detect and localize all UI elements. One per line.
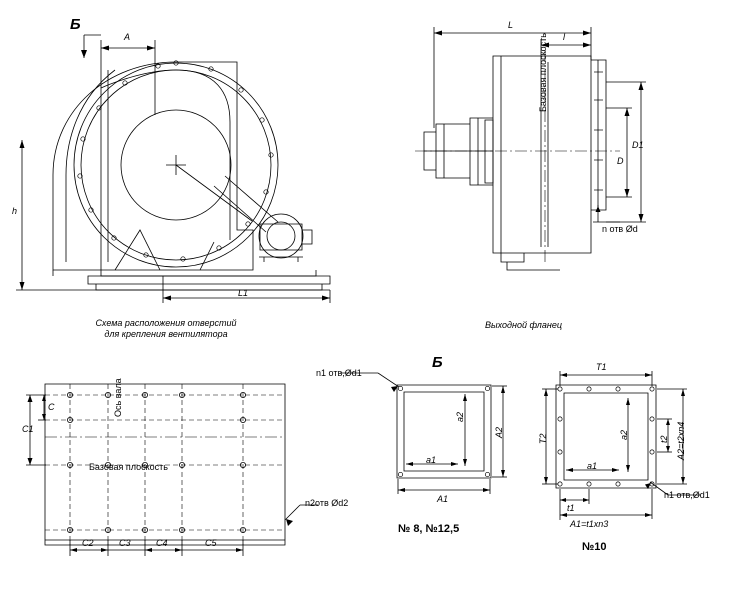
dim-a2-text-10: a2 — [619, 429, 629, 440]
dim-label-c4: C4 — [156, 538, 168, 548]
dim-label-c: C — [48, 402, 55, 412]
dim-label-t1-small: t1 — [567, 503, 575, 513]
section-mark-b-flange: Б — [432, 354, 443, 371]
dim-label-h: h — [12, 206, 18, 216]
dim-label-a2-inner-10 — [619, 429, 629, 450]
dim-label-l-small: l — [563, 32, 565, 42]
dim-t2-text: t2 — [659, 435, 669, 443]
holes-n1-label-b: n1 отв,Ød1 — [316, 368, 362, 378]
dim-label-A1-b: A1 — [437, 494, 449, 504]
formula-a2 — [676, 421, 714, 470]
dim-label-d1: D1 — [632, 140, 644, 150]
base-plane-label-plan: Базовая плоскость — [89, 462, 168, 472]
dim-label-a1-inner-b: a1 — [426, 455, 437, 465]
base-plane-text-side: Базовая плоскость — [538, 33, 548, 112]
dim-label-t2-small — [659, 435, 669, 453]
dim-a2-text-b: a2 — [455, 411, 465, 422]
dim-label-a: A — [124, 32, 131, 42]
formula-a1: A1=t1xn3 — [570, 519, 609, 529]
holes-label-side: n отв Ød — [602, 224, 638, 234]
section-mark-b-main: Б — [70, 16, 81, 33]
dim-A2-text-b: A2 — [494, 426, 504, 438]
formula-a2-text: A2=t2xn4 — [676, 421, 686, 460]
dim-label-t1: T1 — [596, 362, 607, 372]
dim-T2-text: T2 — [538, 433, 548, 444]
dim-label-c3: C3 — [119, 538, 131, 548]
dim-label-t2 — [538, 433, 549, 454]
shaft-axis-text: Ось вала — [113, 378, 123, 417]
holes-n2-label: n2отв Ød2 — [305, 498, 349, 508]
dim-label-l1: L1 — [238, 288, 249, 298]
dim-label-a1-inner-10: a1 — [587, 461, 598, 471]
dim-label-d: D — [617, 156, 624, 166]
dim-label-c2: C2 — [82, 538, 94, 548]
dim-label-l-big: L — [508, 20, 514, 30]
shaft-axis-label — [113, 378, 152, 427]
base-plane-label-side — [538, 33, 617, 122]
holes-n1-label-10: n1 отв,Ød1 — [664, 490, 710, 500]
dim-label-c1: C1 — [22, 424, 34, 434]
dim-label-a2-inner-b — [455, 411, 465, 432]
flange-b-caption: № 8, №12,5 — [398, 523, 460, 535]
dim-label-A2-b — [494, 426, 505, 448]
plan-caption-line2: для крепления вентилятора — [104, 329, 228, 339]
dim-label-c5: C5 — [205, 538, 217, 548]
plan-caption-line1: Схема расположения отверстий — [95, 318, 237, 328]
flange-10-caption: №10 — [582, 541, 607, 553]
outlet-flange-caption: Выходной фланец — [485, 320, 562, 330]
